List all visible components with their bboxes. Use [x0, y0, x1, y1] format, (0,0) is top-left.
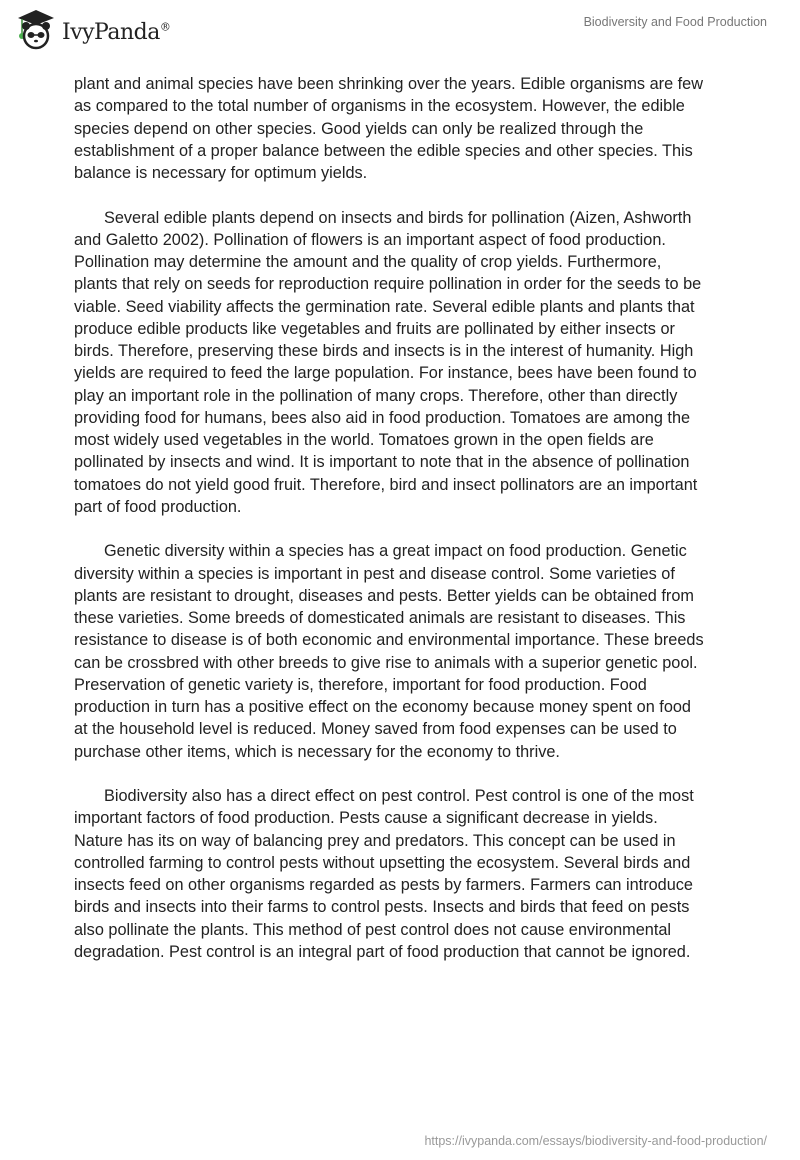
text-line: plants that rely on seeds for reproduction require pollination in order for the seeds to be	[74, 275, 702, 294]
text-line: species depend on other species. Good yields can only be realized through the	[74, 119, 644, 138]
text-line: birds and insects into their farms to control pests. Insects and birds that feed on pests	[74, 898, 690, 917]
text-line: balance is necessary for optimum yields.	[74, 164, 368, 182]
text-line: tomatoes do not yield good fruit. Therefore, bird and insect pollinators are an important	[74, 475, 698, 494]
text-line: plant and animal species have been shrinking over the years. Edible organisms are few	[74, 75, 703, 93]
text-line: produce edible products like vegetables and fruits are pollinated by either insects or	[74, 319, 675, 338]
registered-mark: ®	[159, 20, 171, 34]
text-line: plants are resistant to drought, diseases and pests. Better yields can be obtained from	[74, 586, 694, 605]
text-line: establishment of a proper balance between the edible species and other species. This	[74, 141, 693, 160]
essay-body	[74, 73, 734, 985]
text-line: controlled farming to control pests without upsetting the ecosystem. Several birds and	[74, 853, 691, 872]
document-title: Biodiversity and Food Production	[583, 15, 767, 29]
text-line: degradation. Pest control is an integral part of food production that cannot be ignored.	[74, 942, 691, 961]
text-line: Biodiversity also has a direct effect on pest control. Pest control is one of the most	[104, 787, 694, 805]
text-line: insects feed on other organisms regarded as pests by farmers. Farmers can introduce	[74, 876, 693, 894]
text-line: most widely used vegetables in the world. Tomatoes grown in the open fields are	[74, 431, 654, 449]
text-line: can be crossbred with other breeds to give rise to animals with a superior genetic pool.	[74, 653, 698, 672]
text-line: pollinated by insects and wind. It is important to note that in the absence of pollination	[74, 453, 690, 472]
paragraph	[74, 785, 734, 963]
text-line: purchase other items, which is necessary for the economy to thrive.	[74, 742, 560, 761]
text-line: yields are required to feed the large population. For instance, bees have been found to	[74, 364, 697, 383]
paragraph	[74, 73, 734, 184]
text-line: Several edible plants depend on insects and birds for pollination (Aizen, Ashworth	[104, 208, 692, 227]
text-line: also pollinate the plants. This method of pest control does not cause environmental	[74, 920, 672, 939]
text-line: Pollination may determine the amount and the quality of crop yields. Furthermore,	[74, 253, 662, 271]
ivypanda-logo[interactable]	[16, 8, 170, 50]
paragraph	[74, 540, 734, 763]
paragraph	[74, 207, 734, 519]
text-line: diversity within a species is important in pest and disease control. Some varieties of	[74, 564, 675, 583]
panda-graduate-icon	[16, 8, 56, 50]
text-line: resistance to disease is of both economic and environmental importance. These breeds	[74, 631, 704, 650]
text-line: Preservation of genetic variety is, therefore, important for food production. Food	[74, 675, 647, 694]
text-line: birds. Therefore, preserving these birds and insects is in the interest of humanity. High	[74, 342, 694, 360]
text-line: providing food for humans, bees also aid in food production. Tomatoes are among the	[74, 408, 691, 427]
text-line: these varieties. Some breeds of domesticated animals are resistant to diseases. This	[74, 609, 686, 627]
text-line: at the household level is reduced. Money saved from food expenses can be used to	[74, 720, 677, 739]
page-header	[0, 0, 800, 60]
text-line: viable. Seed viability affects the germination rate. Several edible plants and plants that	[74, 297, 695, 316]
logo-text: IvyPanda	[62, 19, 160, 45]
text-line: part of food production.	[74, 497, 242, 516]
text-line: as compared to the total number of organisms in the ecosystem. However, the edible	[74, 97, 685, 116]
text-line: Nature has its on way of balancing prey and predators. This concept can be used in	[74, 831, 676, 850]
text-line: Genetic diversity within a species has a great impact on food production. Genetic	[104, 542, 687, 561]
text-line: play an important role in the pollination of many crops. Therefore, other than directly	[74, 386, 678, 405]
source-url[interactable]: https://ivypanda.com/essays/biodiversity-and-food-production/	[424, 1134, 767, 1148]
text-line: important factors of food production. Pests cause a significant decrease in yields.	[74, 809, 658, 828]
text-line: and Galetto 2002). Pollination of flowers is an important aspect of food production.	[74, 230, 666, 249]
text-line: production in turn has a positive effect on the economy because money spent on food	[74, 698, 691, 716]
